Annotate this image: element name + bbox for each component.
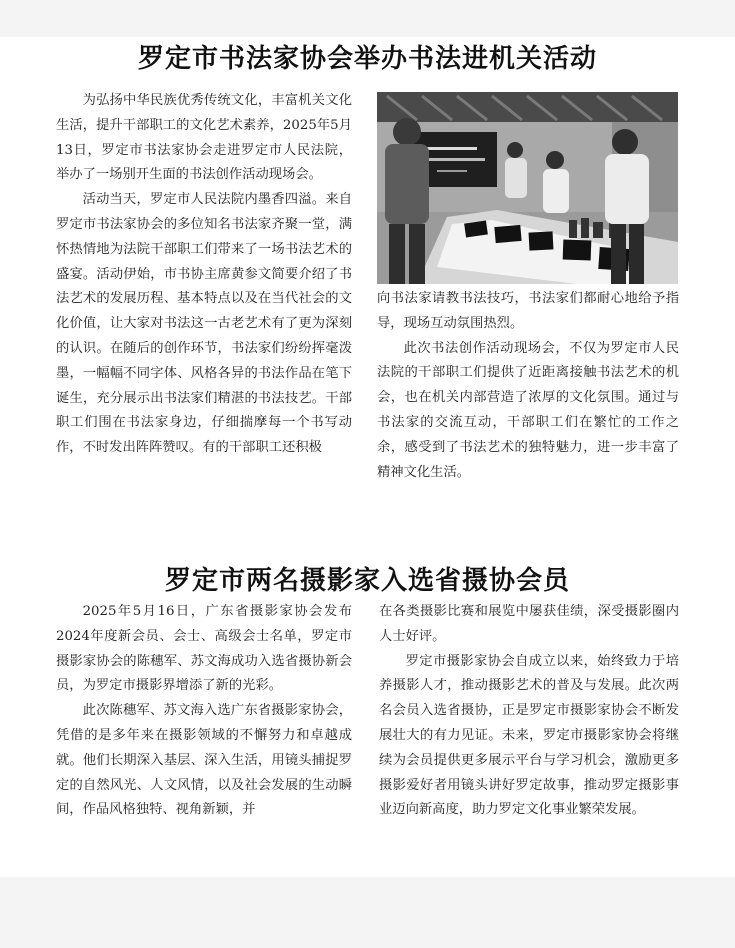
article2-paragraph: 此次陈穗军、苏文海入选广东省摄影家协会，凭借的是多年来在摄影领域的不懈努力和卓越成就。他们长期深入基层、深入生活，用镜头捕捉罗定的自然风光、人文风情，以及社会发展的生动瞬间，作品风格独特、视角新颖，并 (56, 703, 352, 818)
article1-paragraph: 向书法家请教书法技巧，书法家们都耐心地给予指导，现场互动氛围热烈。 (377, 291, 679, 331)
article2-paragraph: 罗定市摄影家协会自成立以来，始终致力于培养摄影人才，推动摄影艺术的普及与发展。此次两名会员入选省摄协，正是罗定市摄影家协会不断发展壮大的有力见证。未来，罗定市摄影家协会将继续为会员提供更多展示平台与学习机会，激励更多摄影爱好者用镜头讲好罗定故事，推动罗定摄影事业迈向新高度，助力罗定文化事业繁荣发展。 (379, 653, 679, 818)
article2-paragraph: 在各类摄影比赛和展览中屡获佳绩，深受摄影圈内人士好评。 (379, 604, 679, 644)
article1-paragraph: 活动当天，罗定市人民法院内墨香四溢。来自罗定市书法家协会的多位知名书法家齐聚一堂，满怀热情地为法院干部职工们带来了一场书法艺术的盛宴。活动伊始，市书协主席黄参文简要介绍了书法艺术的发展历程、基本特点以及在当代社会的文化价值，让大家对书法这一古老艺术有了更为深刻的认识。在随后的创作环节，书法家们纷纷挥毫泼墨，一幅幅不同字体、风格各异的书法作品在笔下诞生，充分展示出书法家们精湛的书法技艺。干部职工们围在书法家身边，仔细揣摩每一个书写动作，不时发出阵阵赞叹。有的干部职工还积极 (56, 192, 352, 456)
article1-left-column (56, 89, 352, 461)
calligraphy-event-photo (377, 92, 678, 284)
article1-paragraph: 此次书法创作活动现场会，不仅为罗定市人民法院的干部职工们提供了近距离接触书法艺术的机会，也在机关内部营造了浓厚的文化氛围。通过与书法家的交流互动，干部职工们在繁忙的工作之余，感受到了书法艺术的独特魅力，进一步丰富了精神文化生活。 (377, 340, 679, 480)
article2-right-column (379, 600, 679, 823)
article1-right-column (377, 287, 679, 485)
article1-paragraph: 为弘扬中华民族优秀传统文化，丰富机关文化生活，提升干部职工的文化艺术素养，2025年5月13日，罗定市书法家协会走进罗定市人民法院，举办了一场别开生面的书法创作活动现场会。 (56, 93, 352, 183)
article2-paragraph: 2025年5月16日，广东省摄影家协会发布2024年度新会员、会士、高级会士名单，罗定市摄影家协会的陈穗军、苏文海成功入选省摄协新会员，为罗定市摄影界增添了新的光彩。 (56, 604, 352, 694)
article2-title: 罗定市两名摄影家入选省摄协会员 (164, 566, 570, 596)
article2-left-column (56, 600, 352, 823)
article1-title: 罗定市书法家协会举办书法进机关活动 (137, 44, 597, 74)
